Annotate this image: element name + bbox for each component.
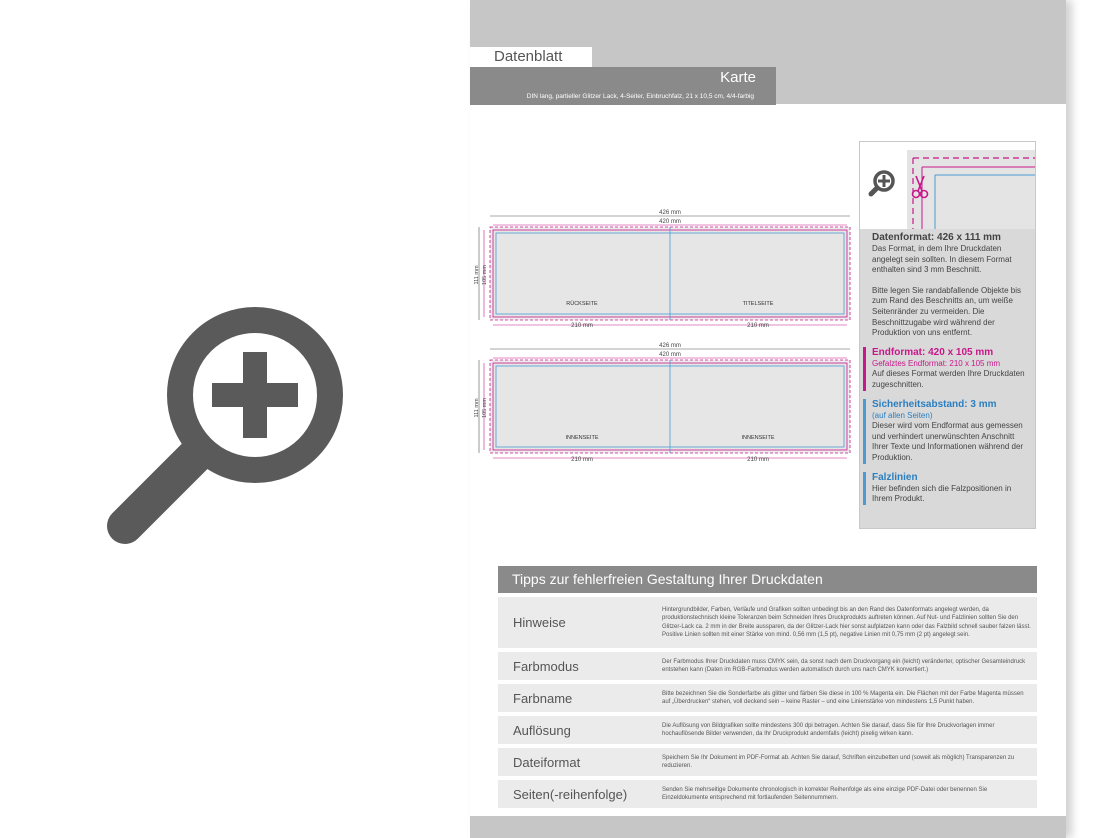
table-row (498, 780, 1037, 812)
safety-margin-title: Sicherheitsabstand: 3 mm (872, 398, 997, 410)
tips-heading: Tipps zur fehlerfreien Gestaltung Ihrer Druckdaten (498, 566, 1037, 593)
tip-label: Farbname (513, 690, 573, 706)
tip-text: Bitte bezeichnen Sie die Sonderfarbe als glitter und färben Sie diese in 100 % Magenta ein. Die Flächen mit der Farbe Magenta müssen auf „Überdrucken“ stehen, voll deckend sein – keine Raster – und eine Linienstärke von mindestens 1,5 Punkt haben. (662, 690, 1024, 705)
top-left-width: 210 mm (571, 323, 593, 329)
safety-margin-sub: (auf allen Seiten) (872, 410, 933, 420)
outer-view-diagram (474, 210, 850, 329)
table-row (498, 716, 1037, 748)
bottom-width-inner: 420 mm (659, 352, 681, 358)
bottom-width-outer: 426 mm (659, 343, 681, 349)
table-row (498, 652, 1037, 684)
top-height-inner: 105 mm (482, 265, 488, 285)
bottom-height-inner: 105 mm (482, 398, 488, 418)
bottom-height-outer: 111 mm (474, 398, 480, 418)
end-format-text: Auf dieses Format werden Ihre Druckdaten zugeschnitten. (872, 369, 1025, 389)
inside-left-label: INNENSEITE (565, 435, 599, 441)
table-row (498, 748, 1037, 780)
fold-lines-text: Hier befinden sich die Falzpositionen in Ihrem Produkt. (872, 483, 1012, 504)
top-height-outer: 111 mm (474, 265, 480, 285)
tip-label: Hinweise (513, 615, 566, 630)
fold-lines-title: Falzlinien (872, 471, 918, 483)
top-width-inner: 420 mm (659, 219, 681, 225)
zoom-in-icon[interactable] (100, 290, 360, 550)
tip-label: Seiten(-reihenfolge) (513, 786, 628, 802)
title-side-label: TITELSEITE (742, 301, 774, 307)
tip-label: Dateiformat (513, 754, 581, 770)
tip-label: Auflösung (513, 722, 571, 738)
legend-thumbnail (860, 142, 1035, 229)
format-diagram (470, 195, 860, 470)
tip-text: Speichern Sie Ihr Dokument im PDF-Format ab. Achten Sie darauf, Schriften einzubetten und (soweit als möglich) Transparenzen zu reduzieren. (662, 754, 1015, 769)
back-side-label: RÜCKSEITE (566, 301, 598, 307)
safety-margin-text: Dieser wird vom Endformat aus gemessen und verhindert unerwünschten Anschnitt Ihrer Texte und Informationen während der Produktion. (872, 421, 1024, 462)
product-title-bar (470, 67, 776, 105)
format-info-panel (859, 141, 1036, 529)
top-right-width: 210 mm (747, 323, 769, 329)
table-row (498, 684, 1037, 716)
bottom-right-width: 210 mm (747, 457, 769, 463)
tips-table (498, 597, 1037, 812)
data-format-title: Datenformat: 426 x 111 mm (872, 232, 1001, 243)
tip-text: Hintergrundbilder, Farben, Verläufe und Grafiken sollten unbedingt bis an den Rand des Datenformats angelegt werden, da produktionstechnisch kleine Toleranzen beim Schneiden Ihres Druckprodukts auftreten können. Auf Nut- und Falzlinien sollten Sie den Glitzer-Lack ca. 2 mm in der Breite aussparen, da der Glitzer-Lack hier sonst aufplatzen kann oder das Falzbild schnell sauber falzen lässt. Positive Linien sollten mit einer Stärke von mind. 0,56 mm (1,5 pt), negative Linien mit 0,75 mm (2 pt) angelegt sein. (662, 606, 1031, 638)
tip-text: Die Auflösung von Bildgrafiken sollte mindestens 300 dpi betragen. Achten Sie darauf, dass Sie für Ihre Druckvorlagen immer hochauflösende Bilder verwenden, da Ihr Druckprodukt andernfalls (leicht) pixelig wirken kann. (662, 722, 995, 737)
data-format-text: Das Format, in dem Ihre Druckdaten angelegt sein sollten. In diesem Format enthalten sind 3 mm Beschnitt. (872, 244, 1012, 275)
table-row (498, 597, 1037, 652)
tip-label: Farbmodus (513, 658, 579, 674)
datasheet-tab: Datenblatt (470, 47, 592, 67)
tip-text: Senden Sie mehrseitige Dokumente chronologisch in korrekter Reihenfolge als eine einzige PDF-Datei oder benennen Sie Einzeldokumente entsprechend mit fortlaufenden Seitennummern. (662, 786, 988, 801)
small-zoom-icon (871, 172, 893, 194)
inner-view-diagram (474, 343, 850, 463)
datasheet-page (470, 0, 1066, 838)
top-width-outer: 426 mm (659, 210, 681, 216)
product-subtitle: DIN lang, partieller Glitzer Lack, 4-Seiter, Einbruchfalz, 21 x 10,5 cm, 4/4-farbig (526, 93, 754, 100)
end-format-title: Endformat: 420 x 105 mm (872, 346, 994, 358)
footer-band (470, 816, 1066, 838)
bottom-left-width: 210 mm (571, 457, 593, 463)
inside-right-label: INNENSEITE (741, 435, 775, 441)
end-format-sub: Gefalztes Endformat: 210 x 105 mm (872, 358, 1001, 368)
product-title: Karte (720, 69, 756, 86)
data-format-text-2: Bitte legen Sie randabfallende Objekte bis zum Rand des Beschnitts an, um weiße Seitenränder zu vermeiden. Die Beschnittzugabe wird während der Produktion von uns entfernt. (872, 285, 1021, 338)
tip-text: Der Farbmodus Ihrer Druckdaten muss CMYK sein, da sonst nach dem Druckvorgang ein (leicht) veränderter, optischer Gesamteindruck entstehen kann (Daten im RGB-Farbmodus werden automatisch durch uns nach CMYK konvertiert.) (662, 658, 1026, 673)
